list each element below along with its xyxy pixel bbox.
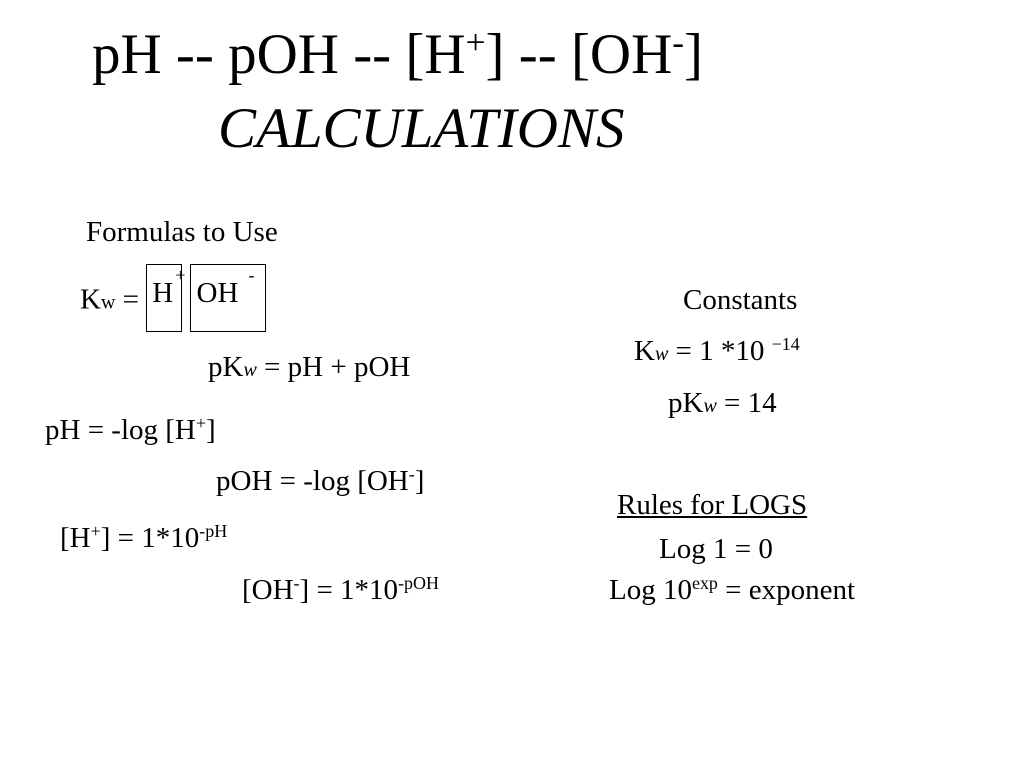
formula-exponent: -pH	[199, 521, 228, 542]
constant-symbol: pK	[668, 387, 704, 419]
formula-symbol: K	[80, 283, 101, 316]
formula-expression: [H	[60, 522, 91, 554]
formula-expression: pH = -log [H	[45, 414, 196, 446]
bracket-oh	[190, 264, 266, 332]
formula-superscript: +	[175, 265, 186, 285]
title-text: ] -- [OH	[485, 23, 673, 86]
formula-oh-concentration	[242, 573, 439, 606]
formula-subscript: w	[100, 291, 116, 314]
formula-symbol: H	[152, 277, 174, 309]
formula-superscript: +	[195, 413, 207, 434]
bracket-h	[146, 264, 186, 332]
formula-superscript: -	[248, 265, 255, 285]
formula-expression: ]	[414, 465, 425, 497]
constant-exponent: −14	[771, 334, 800, 355]
formula-symbol: pK	[208, 351, 244, 383]
formula-expression: ] = 1*10	[299, 574, 399, 606]
formula-pkw	[208, 353, 410, 382]
constant-value: = 14	[716, 387, 777, 419]
page-subtitle: CALCULATIONS	[218, 97, 625, 160]
log-rule-superscript: exp	[691, 573, 718, 594]
constant-symbol: K	[634, 335, 655, 367]
formula-superscript: +	[90, 521, 101, 542]
formula-ph	[45, 413, 216, 446]
formula-symbol: OH	[196, 277, 239, 309]
formula-h-concentration	[60, 521, 228, 554]
formula-superscript: -	[408, 464, 415, 485]
logs-heading: Rules for LOGS	[617, 489, 808, 521]
formula-expression: [OH	[242, 574, 294, 606]
constant-pkw	[668, 389, 777, 418]
title-text: ]	[684, 23, 704, 86]
formula-subscript: w	[243, 359, 257, 381]
log-rule-text: = exponent	[717, 574, 856, 606]
constant-subscript: w	[703, 395, 717, 417]
formula-expression: ] = 1*10	[100, 522, 200, 554]
title-superscript: -	[672, 22, 685, 62]
formula-expression: ]	[206, 414, 216, 446]
formulas-heading: Formulas to Use	[86, 216, 278, 248]
formula-operator: =	[115, 283, 147, 316]
formula-kw	[80, 265, 266, 336]
formula-expression: = pH + pOH	[256, 351, 411, 383]
log-rule-text: Log 10	[609, 574, 692, 606]
constant-value: = 1 *10	[668, 335, 772, 367]
formula-expression: pOH = -log [OH	[216, 465, 409, 497]
constant-kw	[634, 334, 800, 367]
formula-exponent: -pOH	[398, 573, 439, 594]
title-superscript: +	[465, 22, 486, 62]
title-text: pH -- pOH -- [H	[92, 23, 466, 86]
constants-heading: Constants	[683, 284, 798, 316]
constant-subscript: w	[654, 343, 669, 365]
formula-superscript: -	[293, 573, 300, 594]
page-title	[92, 22, 704, 86]
log-rule-2	[609, 573, 856, 606]
log-rule-1: Log 1 = 0	[659, 533, 773, 565]
formula-poh	[216, 464, 425, 497]
